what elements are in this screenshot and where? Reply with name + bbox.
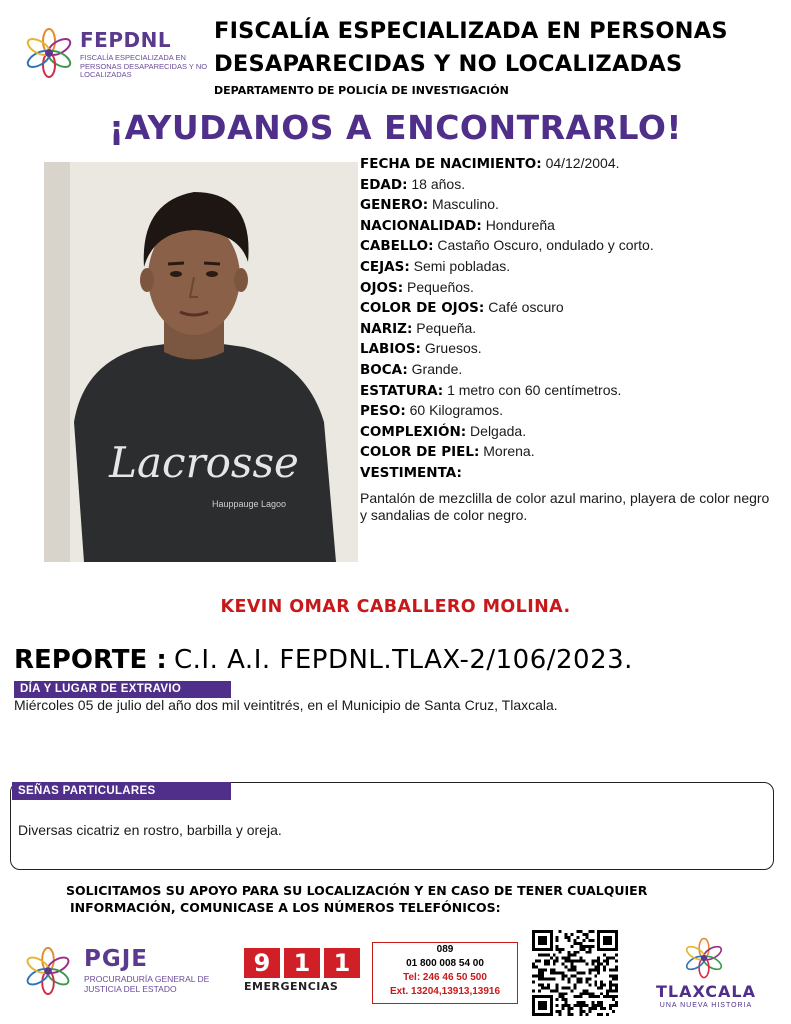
description-row — [360, 442, 780, 463]
description-label: PESO: — [360, 403, 406, 420]
phone-ext: Ext. 13204,13913,13916 — [389, 986, 501, 997]
description-value: Morena. — [483, 443, 535, 460]
agency-title-line2: DESAPARECIDAS Y NO LOCALIZADAS — [214, 51, 683, 77]
reporte-value: C.I. A.I. FEPDNL.TLAX-2/106/2023. — [173, 645, 633, 675]
description-value: 60 Kilogramos. — [409, 402, 503, 419]
solicitud-line1: SOLICITAMOS SU APOYO PARA SU LOCALIZACIÓN Y EN CASO DE TENER CUALQUIER — [66, 883, 648, 898]
fepdnl-logo-icon — [22, 26, 76, 80]
solicitud — [66, 882, 766, 916]
description-value: Semi pobladas. — [413, 257, 511, 274]
description-row — [360, 216, 780, 237]
description-list — [360, 154, 780, 484]
description-row — [360, 360, 780, 381]
description-row — [360, 154, 780, 175]
tlaxcala-tagline: UNA NUEVA HISTORIA — [659, 1002, 753, 1009]
vestimenta-value: Pantalón de mezclilla de color azul marino, playera de color negro y sandalias de color negro. — [360, 490, 770, 523]
description-value: Hondureña — [485, 216, 555, 233]
description-row — [360, 298, 780, 319]
description-label: CEJAS: — [360, 258, 410, 275]
description-label: NARIZ: — [360, 320, 413, 337]
description-row — [360, 175, 780, 196]
description-label: GENERO: — [360, 197, 429, 214]
description-row — [360, 381, 780, 402]
reporte — [14, 644, 633, 675]
phone-800: 01 800 008 54 00 — [406, 958, 484, 969]
agency-title-line1: FISCALÍA ESPECIALIZADA EN PERSONAS — [214, 18, 728, 44]
shirt-text: Lacrosse — [109, 438, 299, 487]
description-row — [360, 236, 780, 257]
description-row — [360, 422, 780, 443]
description-value: 04/12/2004. — [545, 155, 620, 171]
description-label: VESTIMENTA: — [360, 464, 462, 481]
person-name: KEVIN OMAR CABALLERO MOLINA. — [220, 597, 571, 617]
phone-box — [372, 942, 518, 1004]
qr-code-icon — [532, 930, 618, 1016]
digit-9: 9 — [244, 948, 280, 978]
person-photo-illustration — [44, 162, 358, 562]
description-row — [360, 278, 780, 299]
description-label: FECHA DE NACIMIENTO: — [360, 156, 542, 172]
digit-1b: 1 — [324, 948, 360, 978]
description-value: Castaño Oscuro, ondulado y corto. — [437, 237, 654, 254]
description-value: Pequeña. — [416, 319, 477, 336]
description-label: COLOR DE OJOS: — [360, 300, 485, 317]
solicitud-line2: INFORMACIÓN, COMUNICASE A LOS NÚMEROS TELEFÓNICOS: — [70, 900, 501, 915]
description-row — [360, 257, 780, 278]
description-label: OJOS: — [360, 279, 404, 296]
description-row — [360, 401, 780, 422]
pgje-abbrev: PGJE — [84, 946, 149, 972]
description-value: 1 metro con 60 centímetros. — [447, 381, 622, 398]
description-row — [360, 319, 780, 340]
phone-tel: Tel: 246 46 50 500 — [403, 972, 487, 983]
description-row — [360, 339, 780, 360]
senas-label: SEÑAS PARTICULARES — [12, 782, 231, 800]
description-label: CABELLO: — [360, 238, 434, 255]
description-value: Delgada. — [470, 422, 527, 439]
extravio-label: DÍA Y LUGAR DE EXTRAVIO — [14, 681, 231, 698]
description-label: COLOR DE PIEL: — [360, 444, 480, 461]
description-value: Masculino. — [431, 196, 499, 213]
description-row — [360, 463, 780, 484]
department: DEPARTAMENTO DE POLICÍA DE INVESTIGACIÓN — [214, 84, 509, 97]
description-label: NACIONALIDAD: — [360, 217, 482, 234]
description-value: Café oscuro — [488, 299, 564, 316]
headline: ¡AYUDANOS A ENCONTRARLO! — [109, 108, 682, 147]
description-label: BOCA: — [360, 361, 408, 378]
description-value: 18 años. — [411, 175, 466, 192]
description-row — [360, 195, 780, 216]
emergencias-label: EMERGENCIAS — [244, 980, 339, 993]
phone-089: 089 — [436, 944, 454, 955]
tlaxcala-name: TLAXCALA — [656, 982, 756, 1001]
tlaxcala-logo-icon — [680, 936, 728, 980]
emergency-911-logo — [244, 948, 360, 993]
description-label: COMPLEXIÓN: — [360, 423, 467, 440]
description-label: ESTATURA: — [360, 382, 444, 399]
fepdnl-subtitle: FISCALÍA ESPECIALIZADA EN PERSONAS DESAPARECIDAS Y NO LOCALIZADAS — [80, 53, 208, 79]
description-value: Gruesos. — [424, 340, 482, 357]
shirt-subtext: Hauppauge Lagoo — [211, 499, 287, 509]
reporte-label: REPORTE : — [14, 645, 167, 675]
description-label: LABIOS: — [360, 341, 421, 358]
extravio-value: Miércoles 05 de julio del año dos mil veintitrés, en el Municipio de Santa Cruz, Tlaxcala. — [14, 697, 558, 713]
senas-value: Diversas cicatriz en rostro, barbilla y oreja. — [18, 822, 282, 838]
pgje-subtitle: PROCURADURÍA GENERAL DE JUSTICIA DEL ESTADO — [84, 974, 210, 994]
person-photo — [44, 162, 358, 562]
description-value: Grande. — [411, 360, 463, 377]
description-label: EDAD: — [360, 176, 408, 193]
fepdnl-abbrev: FEPDNL — [80, 28, 172, 52]
description-value: Pequeños. — [407, 278, 474, 295]
pgje-logo-icon — [22, 945, 74, 997]
digit-1a: 1 — [284, 948, 320, 978]
